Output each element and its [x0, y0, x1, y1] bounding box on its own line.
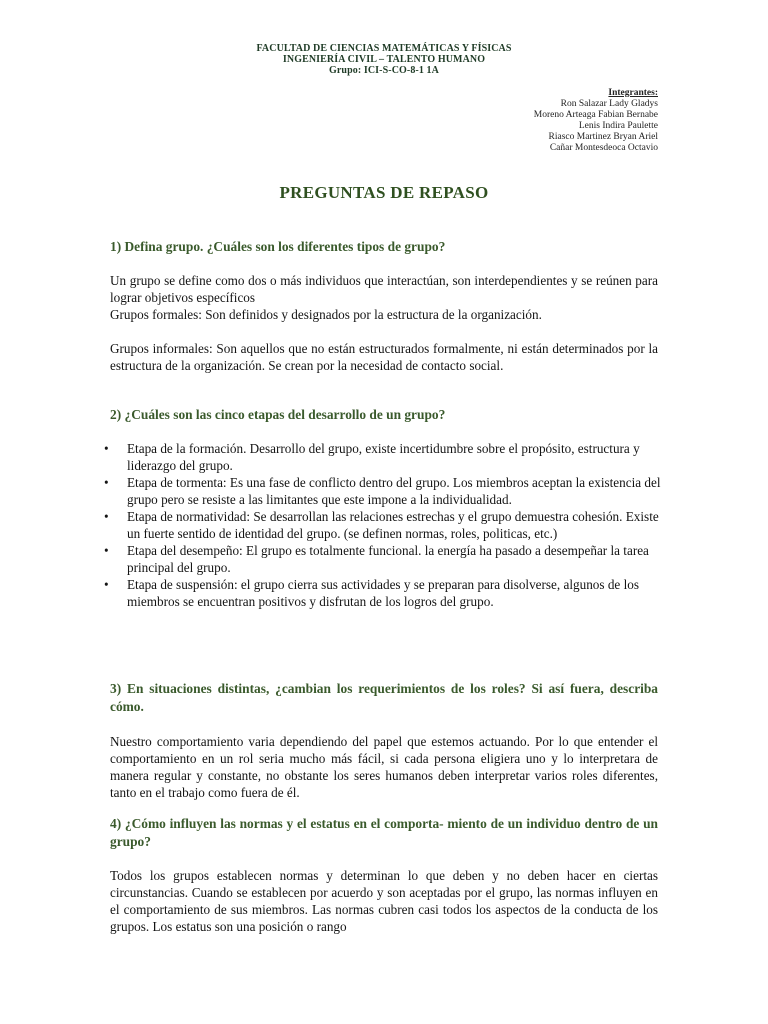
member-name: Lenis Indira Paulette [578, 121, 658, 131]
question-2: 2) ¿Cuáles son las cinco etapas del desarrollo de un grupo? [110, 407, 446, 422]
bullet-icon: • [104, 475, 109, 490]
members-title: Integrantes: [608, 88, 658, 98]
header-group: Grupo: ICI-S-CO-8-1 1A [329, 65, 439, 76]
page-title: PREGUNTAS DE REPASO [279, 183, 489, 202]
header-faculty: FACULTAD DE CIENCIAS MATEMÁTICAS Y FÍSICAS [256, 43, 512, 54]
question-4: 4) ¿Cómo influyen las normas y el estatus en el comporta- miento de un individuo dentro de un grupo? [110, 816, 658, 849]
answer-1-informal-groups: Grupos informales: Son aquellos que no están estructurados formalmente, ni están determinados por la estructura de la organización. Se crean por la necesidad de contacto social. [110, 341, 658, 373]
question-1: 1) Defina grupo. ¿Cuáles son los diferentes tipos de grupo? [110, 239, 446, 254]
list-item: • Etapa de tormenta: Es una fase de conflicto dentro del grupo. Los miembros aceptan la existencia del grupo pero se resiste a las limitantes que este impone a la individualidad. [104, 475, 661, 507]
bullet-icon: • [104, 543, 109, 558]
member-name: Cañar Montesdeoca Octavio [549, 143, 658, 153]
header-career: INGENIERÍA CIVIL – TALENTO HUMANO [282, 54, 486, 65]
answer-4-paragraph: Todos los grupos establecen normas y determinan lo que deben y no deben hacer en ciertas circunstancias. Cuando se establecen por acuerdo y son aceptadas por el grupo, las normas influyen en el comportamiento de sus miembros. Las normas cubren casi todos los aspectos de la conducta de los grupos. Los estatus son una posición o rango [110, 868, 658, 934]
stages-list [104, 440, 664, 610]
bullet-icon: • [104, 441, 109, 456]
list-item: • Etapa de suspensión: el grupo cierra sus actividades y se preparan para disolverse, algunos de los miembros se encuentran positivos y disfrutan de los logros del grupo. [104, 577, 639, 609]
list-item: • Etapa de normatividad: Se desarrollan las relaciones estrechas y el grupo demuestra cohesión. Existe un fuerte sentido de identidad del grupo. (se definen normas, roles, politicas, etc.) [104, 509, 659, 541]
answer-1-paragraph: Un grupo se define como dos o más individuos que interactúan, son interdependientes y se reúnen para lograr objetivos específicos [110, 273, 658, 305]
member-name: Moreno Arteaga Fabian Bernabe [533, 110, 658, 120]
answer-1-formal-groups: Grupos formales: Son definidos y designados por la estructura de la organización. [110, 307, 542, 322]
member-name: Ron Salazar Lady Gladys [560, 99, 658, 109]
question-3: 3) En situaciones distintas, ¿cambian los requerimientos de los roles? Si así fuera, describa cómo. [110, 681, 658, 714]
bullet-icon: • [104, 509, 109, 524]
member-name: Riasco Martinez Bryan Ariel [548, 132, 658, 142]
list-item: • Etapa de la formación. Desarrollo del grupo, existe incertidumbre sobre el propósito, estructura y liderazgo del grupo. [104, 441, 640, 473]
list-item: • Etapa del desempeño: El grupo es totalmente funcional. la energía ha pasado a desempeñar la tarea principal del grupo. [104, 543, 649, 575]
answer-3-paragraph: Nuestro comportamiento varia dependiendo del papel que estemos actuando. Por lo que entender el comportamiento en un rol seria mucho más fácil, si cada persona eligiera uno y lo interpretara de manera regular y constante, no obstante los seres humanos deben interpretar varios roles diferentes, tanto en el trabajo como fuera de él. [110, 734, 658, 800]
bullet-icon: • [104, 577, 109, 592]
